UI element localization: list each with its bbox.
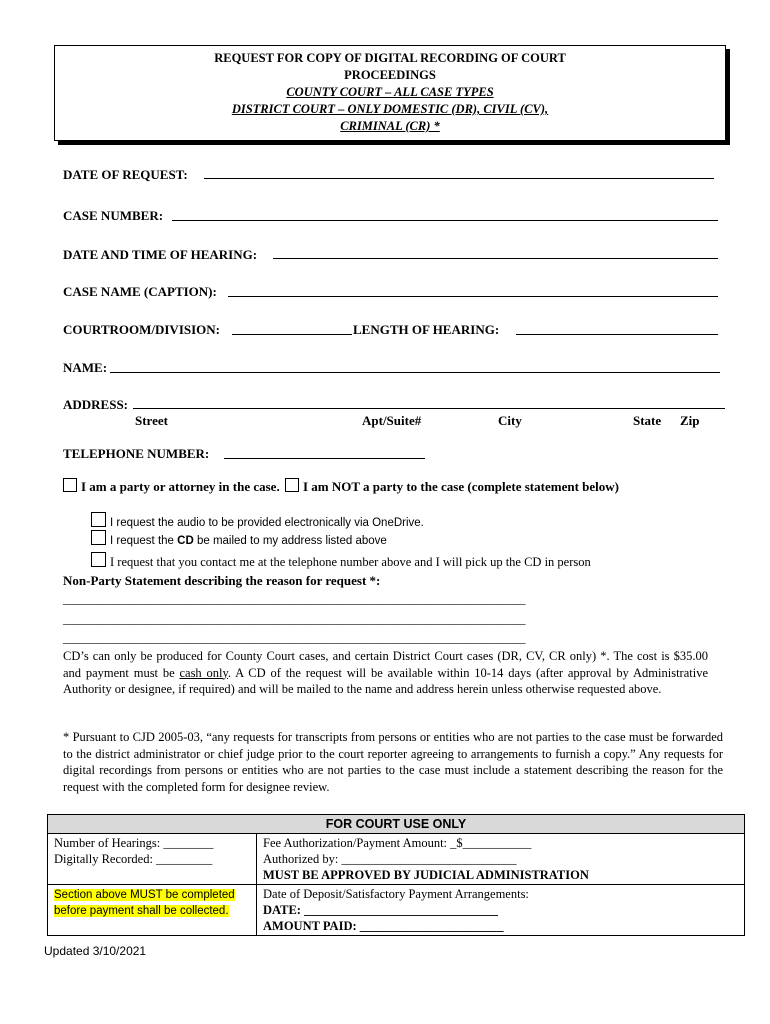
length-of-hearing-label: LENGTH OF HEARING:: [353, 322, 500, 337]
case-name-field[interactable]: [228, 296, 718, 297]
name-label: NAME:: [63, 360, 108, 375]
cd-mail-checkbox[interactable]: [91, 530, 106, 545]
case-number-field[interactable]: [172, 220, 718, 221]
address-field[interactable]: [133, 408, 725, 409]
date-of-request-label: DATE OF REQUEST:: [63, 167, 188, 182]
case-name-label: CASE NAME (CAPTION):: [63, 284, 217, 299]
section-note-2: before payment shall be collected.: [54, 905, 229, 917]
cd-info-text-b: . A CD of the request will be available within 10-14 days (after approval by Administrative Authority or designee, if required) and will be mailed to the name and address herein unless otherwise requested above.: [63, 665, 708, 696]
cash-only-text: cash only: [179, 665, 228, 680]
cd-mail-label-suffix: be mailed to my address listed above: [196, 535, 387, 547]
deposit-date-label: Date of Deposit/Satisfactory Payment Arrangements:: [263, 887, 529, 901]
statement-line-3[interactable]: ____________________________________________________________________________________: [63, 631, 525, 645]
party-label: I am a party or attorney in the case.: [81, 479, 280, 494]
deposit-date-field: DATE: _______________________________: [263, 903, 498, 917]
date-time-hearing-label: DATE AND TIME OF HEARING:: [63, 247, 258, 262]
city-caption: City: [498, 413, 522, 428]
statement-line-1[interactable]: ____________________________________________________________________________________: [63, 592, 525, 606]
cjd-paragraph: * Pursuant to CJD 2005-03, “any requests for transcripts from persons or entities who are not parties to the case must be forwarded to the district administrator or chief judge prior to the court reporter agreeing to arrangements to furnish a copy.” Any requests for digital recordings from persons or entities who are not parties to the case must include a statement describing the reason for the request with the completed form for designee review.: [63, 730, 723, 794]
must-be-approved: MUST BE APPROVED BY JUDICIAL ADMINISTRATION: [263, 868, 589, 882]
cd-mail-label-bold: CD: [177, 535, 194, 547]
updated-date: Updated 3/10/2021: [44, 944, 147, 958]
non-party-statement-label: Non-Party Statement describing the reason for request *:: [63, 573, 381, 588]
form-subtitle-district: DISTRICT COURT – ONLY DOMESTIC (DR), CIVIL (CV),: [231, 102, 549, 116]
form-title-box: [54, 45, 726, 141]
state-caption: State: [633, 413, 662, 428]
cd-info-paragraph: [63, 648, 708, 698]
zip-caption: Zip: [680, 413, 700, 428]
cd-mail-label-prefix: I request the: [110, 535, 174, 547]
option-onedrive-row: [91, 512, 424, 529]
date-time-hearing-field[interactable]: [273, 258, 718, 259]
option-pickup-row: [91, 552, 591, 570]
section-note-1: Section above MUST be completed: [54, 889, 235, 901]
courtroom-division-label: COURTROOM/DIVISION:: [63, 322, 220, 337]
form-title-line-1: REQUEST FOR COPY OF DIGITAL RECORDING OF COURT: [214, 51, 566, 65]
not-party-checkbox[interactable]: [285, 478, 299, 492]
case-number-label: CASE NUMBER:: [63, 208, 164, 223]
pickup-checkbox[interactable]: [91, 552, 106, 567]
option-cd-mail-row: [91, 530, 387, 547]
length-of-hearing-field[interactable]: [516, 334, 718, 335]
authorized-by: Authorized by: ____________________________: [263, 852, 517, 866]
date-of-request-field[interactable]: [204, 178, 714, 179]
fee-authorization: Fee Authorization/Payment Amount: _$___________: [263, 836, 532, 850]
onedrive-checkbox[interactable]: [91, 512, 106, 527]
form-subtitle-county: COUNTY COURT – ALL CASE TYPES: [286, 85, 494, 99]
telephone-field[interactable]: [224, 458, 425, 459]
onedrive-label: I request the audio to be provided electronically via OneDrive.: [110, 517, 424, 529]
address-label: ADDRESS:: [63, 397, 129, 412]
statement-line-2[interactable]: ____________________________________________________________________________________: [63, 612, 525, 626]
court-use-table: [47, 814, 745, 936]
telephone-label: TELEPHONE NUMBER:: [63, 446, 210, 461]
form-subtitle-criminal: CRIMINAL (CR) *: [340, 119, 440, 133]
pickup-label: I request that you contact me at the telephone number above and I will pick up the CD in person: [110, 555, 591, 569]
courtroom-division-field[interactable]: [232, 334, 352, 335]
party-status-row: [63, 478, 619, 495]
cd-info-text-a: CD’s can only be produced for County Court cases, and certain District Court cases (DR, CV, CR only) *. The cost is $35.00 and payment must be: [63, 649, 708, 680]
name-field[interactable]: [110, 372, 720, 373]
party-checkbox[interactable]: [63, 478, 77, 492]
apt-suite-caption: Apt/Suite#: [362, 413, 422, 428]
not-party-label: I am NOT a party to the case (complete statement below): [302, 479, 619, 494]
court-use-title: FOR COURT USE ONLY: [48, 815, 745, 834]
street-caption: Street: [135, 413, 168, 428]
number-of-hearings: Number of Hearings: ________: [54, 836, 214, 850]
digitally-recorded: Digitally Recorded: _________: [54, 852, 213, 866]
amount-paid-field: AMOUNT PAID: _______________________: [263, 919, 504, 933]
form-title-line-2: PROCEEDINGS: [344, 68, 436, 82]
